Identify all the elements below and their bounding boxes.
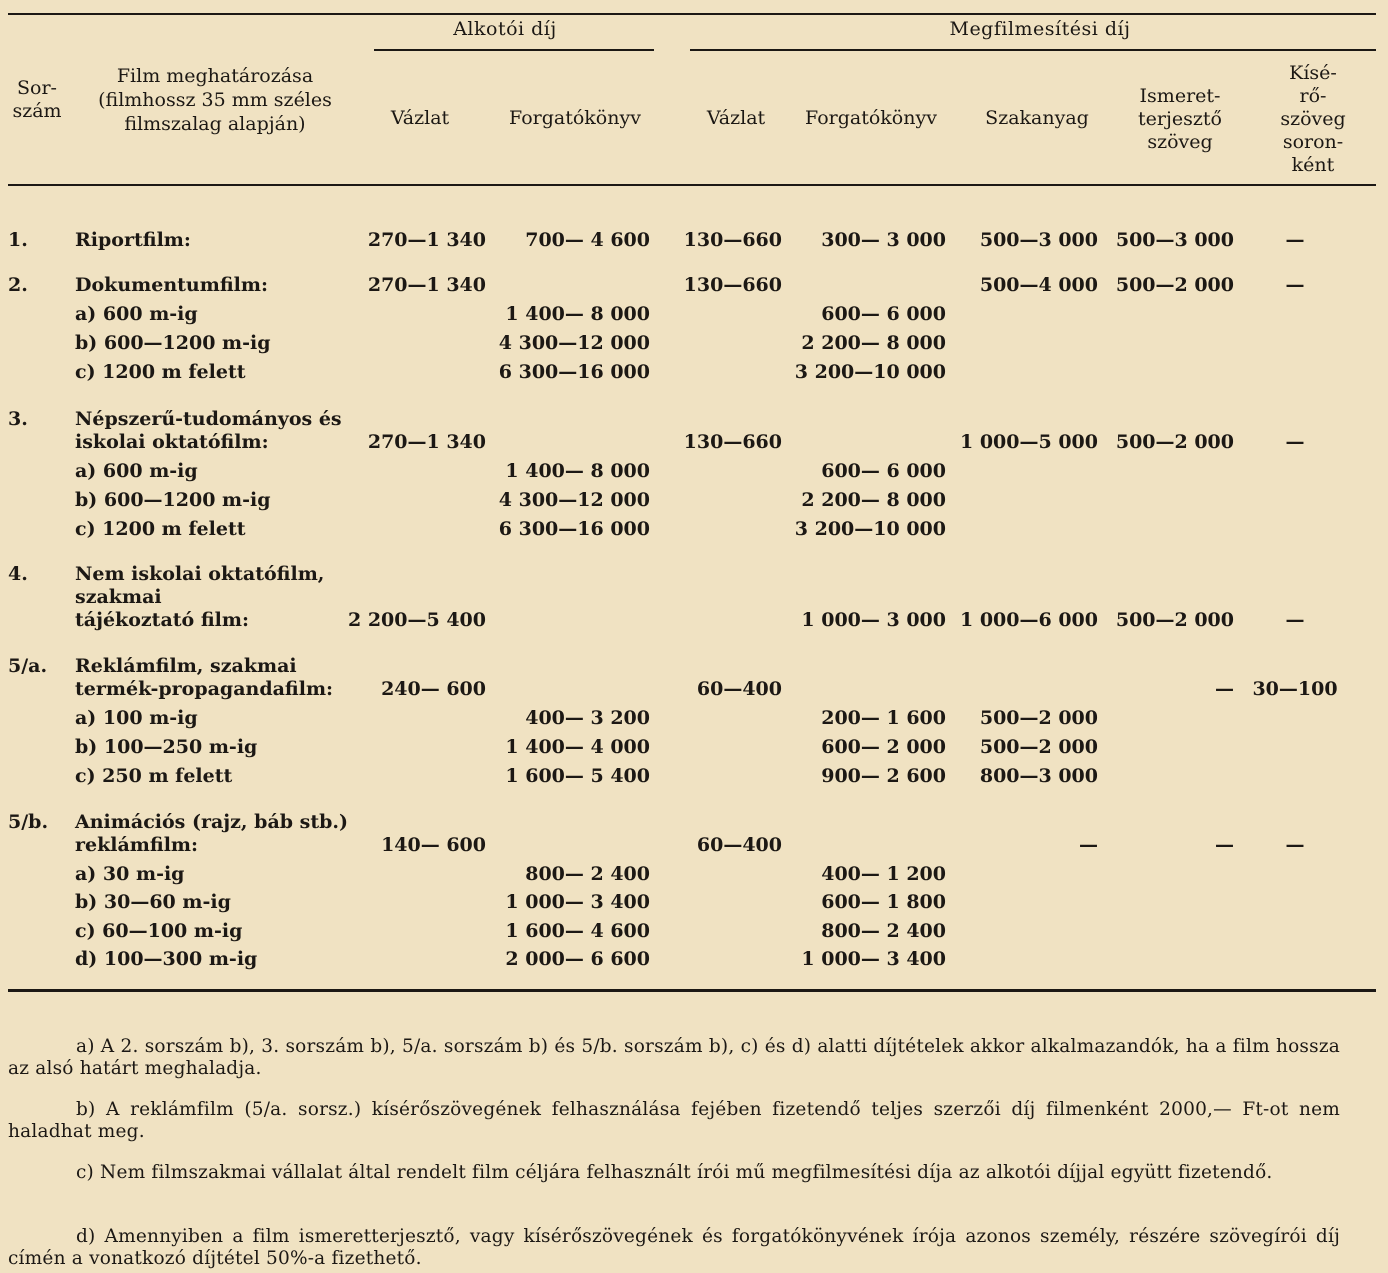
col-kisero-line4: soron- <box>1282 131 1344 153</box>
cell-label: Riportfilm: <box>75 229 191 251</box>
cell-m-forg: 600— 6 000 <box>821 303 946 325</box>
group-alkotoi-dij: Alkotói díj <box>453 18 557 40</box>
col-alkotoi-vazlat: Vázlat <box>390 107 450 129</box>
cell-a-forg: 400— 3 200 <box>525 707 650 729</box>
cell-m-forg: 2 200— 8 000 <box>801 332 946 354</box>
cell-ism: — <box>1215 678 1234 700</box>
cell-label: b) 30—60 m-ig <box>75 891 231 913</box>
footnote-d-text: d) Amennyiben a film ismeretterjesztő, vagy kísérőszövegének és forgatókönyvének írója azonos személy, részére szövegírói díj címén a vonatkozó díjtétel 50%-a fizethető. <box>8 1226 1340 1269</box>
alkotoi-group-rule <box>374 49 654 51</box>
footnote-d <box>8 1226 1340 1270</box>
cell-m-forg: 3 200—10 000 <box>794 361 946 383</box>
cell-m-forg: 200— 1 600 <box>821 707 946 729</box>
col-film-line2: (filmhossz 35 mm széles <box>98 89 332 111</box>
footnote-a <box>8 1036 1340 1080</box>
cell-a-vazlat: 270—1 340 <box>367 274 486 296</box>
group-megfilmesitesi-dij: Megfilmesítési díj <box>949 18 1131 40</box>
cell-ism: 500—2 000 <box>1115 431 1234 453</box>
cell-label: c) 60—100 m-ig <box>75 920 243 942</box>
cell-m-forg: 600— 1 800 <box>821 891 946 913</box>
cell-m-forg: 600— 6 000 <box>821 460 946 482</box>
cell-label: reklámfilm: <box>75 834 199 856</box>
col-ismeret-line2: terjesztő <box>1138 108 1222 130</box>
cell-m-vazlat: 60—400 <box>696 834 782 856</box>
cell-label: a) 100 m-ig <box>75 707 198 729</box>
cell-a-vazlat: 270—1 340 <box>367 229 486 251</box>
footnote-b-text: b) A reklámfilm (5/a. sorsz.) kísérőszövegének felhasználása fejében fizetendő teljes szerzői díj filmenként 2000,— Ft-ot nem haladhat meg. <box>8 1099 1340 1142</box>
col-szakanyag: Szakanyag <box>985 107 1089 129</box>
cell-a-forg: 1 600— 4 600 <box>505 920 650 942</box>
col-sorszam-line2: szám <box>12 100 62 122</box>
col-megfilm-forgatokonyv: Forgatókönyv <box>805 107 937 129</box>
cell-num: 1. <box>8 229 28 251</box>
cell-a-forg: 6 300—16 000 <box>498 518 650 540</box>
col-film-line1: Film meghatározása <box>116 65 314 87</box>
cell-ism: — <box>1215 834 1234 856</box>
footnote-c-text: c) Nem filmszakmai vállalat által rendelt film céljára felhasznált írói mű megfilmesítési díja az alkotói díjjal együtt fizetendő. <box>76 1162 1273 1183</box>
footnote-c <box>8 1162 1340 1184</box>
cell-kis: — <box>1285 834 1305 856</box>
cell-label: szakmai <box>75 586 162 608</box>
cell-num: 3. <box>8 408 28 430</box>
cell-kis: — <box>1285 609 1305 631</box>
cell-ism: 500—2 000 <box>1115 274 1234 296</box>
cell-label: Népszerű-tudományos és <box>75 408 342 430</box>
cell-a-forg: 1 000— 3 400 <box>505 891 650 913</box>
cell-m-forg: 2 200— 8 000 <box>801 489 946 511</box>
cell-label: b) 600—1200 m-ig <box>75 489 271 511</box>
cell-label: Animációs (rajz, báb stb.) <box>75 811 349 833</box>
col-film-line3: filmszalag alapján) <box>124 113 306 135</box>
cell-m-forg: 900— 2 600 <box>821 765 946 787</box>
footnote-b <box>8 1099 1340 1143</box>
cell-label: a) 600 m-ig <box>75 303 198 325</box>
cell-kis: — <box>1285 229 1305 251</box>
cell-label: Dokumentumfilm: <box>75 274 268 296</box>
cell-label: Nem iskolai oktatófilm, <box>75 563 325 585</box>
cell-label: b) 600—1200 m-ig <box>75 332 271 354</box>
cell-label: tájékoztató film: <box>75 609 249 631</box>
cell-szak: 1 000—6 000 <box>960 609 1098 631</box>
cell-num: 4. <box>8 563 28 585</box>
cell-m-forg: 600— 2 000 <box>821 736 946 758</box>
cell-szak: — <box>1079 834 1098 856</box>
cell-a-forg: 1 600— 5 400 <box>505 765 650 787</box>
cell-a-forg: 800— 2 400 <box>525 863 650 885</box>
top-rule <box>8 13 1376 15</box>
col-alkotoi-forgatokonyv: Forgatókönyv <box>509 107 641 129</box>
cell-label: c) 250 m felett <box>75 765 233 787</box>
cell-m-forg: 1 000— 3 400 <box>801 948 946 970</box>
cell-ism: 500—3 000 <box>1115 229 1234 251</box>
cell-m-vazlat: 130—660 <box>683 431 782 453</box>
cell-label: a) 600 m-ig <box>75 460 198 482</box>
col-kisero-line5: ként <box>1291 154 1335 176</box>
cell-a-vazlat: 270—1 340 <box>367 431 486 453</box>
cell-m-vazlat: 60—400 <box>696 678 782 700</box>
cell-szak: 500—3 000 <box>979 229 1098 251</box>
cell-num: 5/b. <box>8 811 49 833</box>
cell-a-forg: 1 400— 8 000 <box>505 460 650 482</box>
cell-label: a) 30 m-ig <box>75 863 185 885</box>
cell-num: 2. <box>8 274 28 296</box>
cell-num: 5/a. <box>8 655 48 677</box>
cell-a-forg: 1 400— 8 000 <box>505 303 650 325</box>
cell-m-forg: 300— 3 000 <box>821 229 946 251</box>
cell-szak: 800—3 000 <box>979 765 1098 787</box>
header-bottom-rule <box>8 184 1376 186</box>
col-kisero-line1: Kísé- <box>1289 62 1337 84</box>
cell-szak: 500—2 000 <box>979 736 1098 758</box>
cell-m-vazlat: 130—660 <box>683 229 782 251</box>
cell-m-forg: 800— 2 400 <box>821 920 946 942</box>
cell-a-forg: 4 300—12 000 <box>498 332 650 354</box>
col-ismeret-line3: szöveg <box>1147 131 1213 153</box>
cell-a-forg: 4 300—12 000 <box>498 489 650 511</box>
col-kisero-line2: rő- <box>1299 85 1327 107</box>
cell-label: b) 100—250 m-ig <box>75 736 258 758</box>
cell-szak: 1 000—5 000 <box>960 431 1098 453</box>
col-kisero-line3: szöveg <box>1280 108 1346 130</box>
cell-label: d) 100—300 m-ig <box>75 948 258 970</box>
cell-a-vazlat: 140— 600 <box>381 834 486 856</box>
cell-a-forg: 2 000— 6 600 <box>505 948 650 970</box>
cell-a-vazlat: 2 200—5 400 <box>348 609 486 631</box>
cell-a-vazlat: 240— 600 <box>381 678 486 700</box>
cell-a-forg: 1 400— 4 000 <box>505 736 650 758</box>
cell-label: iskolai oktatófilm: <box>75 431 269 453</box>
cell-m-forg: 3 200—10 000 <box>794 518 946 540</box>
col-megfilm-vazlat: Vázlat <box>706 107 766 129</box>
cell-szak: 500—4 000 <box>979 274 1098 296</box>
col-ismeret-line1: Ismeret- <box>1139 85 1221 107</box>
cell-m-vazlat: 130—660 <box>683 274 782 296</box>
cell-label: c) 1200 m felett <box>75 518 246 540</box>
cell-a-forg: 700— 4 600 <box>525 229 650 251</box>
col-sorszam-line1: Sor- <box>17 77 57 99</box>
cell-kis: 30—100 <box>1252 678 1338 700</box>
cell-szak: 500—2 000 <box>979 707 1098 729</box>
megfilm-group-rule <box>690 49 1376 51</box>
cell-label: termék-propagandafilm: <box>75 678 334 700</box>
cell-ism: 500—2 000 <box>1115 609 1234 631</box>
cell-m-forg: 1 000— 3 000 <box>801 609 946 631</box>
footnote-a-text: a) A 2. sorszám b), 3. sorszám b), 5/a. sorszám b) és 5/b. sorszám b), c) és d) alatti díjtételek akkor alkalmazandók, ha a film hossza az alsó határt meghaladja. <box>8 1036 1340 1079</box>
cell-m-forg: 400— 1 200 <box>821 863 946 885</box>
cell-label: c) 1200 m felett <box>75 361 246 383</box>
cell-label: Reklámfilm, szakmai <box>75 655 297 677</box>
cell-kis: — <box>1285 431 1305 453</box>
cell-a-forg: 6 300—16 000 <box>498 361 650 383</box>
table-bottom-rule <box>8 989 1376 992</box>
cell-kis: — <box>1285 274 1305 296</box>
